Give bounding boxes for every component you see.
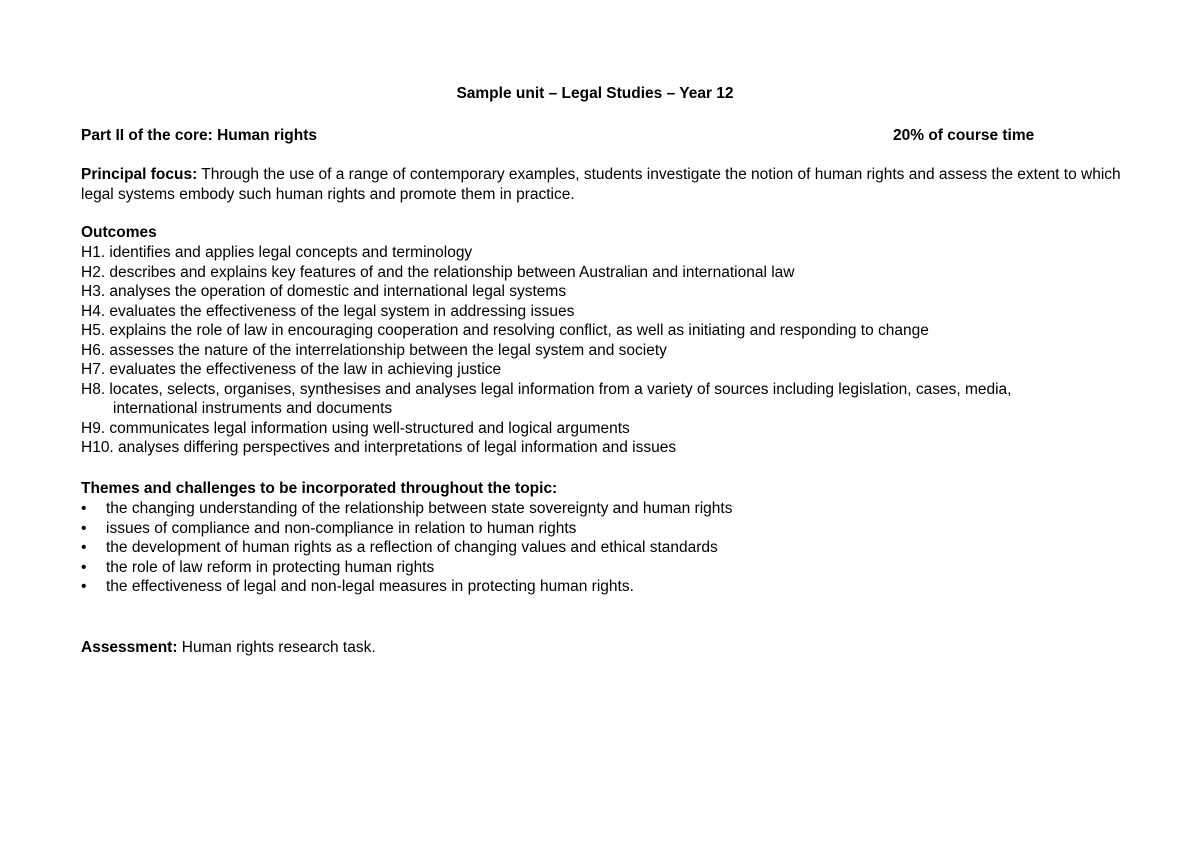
theme-item (81, 577, 1081, 597)
principal-focus-text: Through the use of a range of contemporary examples, students investigate the notion of human rights and assess the extent to which legal systems embody such human rights and promote them in practice. (81, 166, 1121, 203)
principal-focus-paragraph (81, 165, 1121, 204)
theme-text: the development of human rights as a reflection of changing values and ethical standards (106, 539, 718, 556)
outcome-item: H7. evaluates the effectiveness of the law in achieving justice (81, 361, 502, 378)
assessment-text: Human rights research task. (177, 639, 376, 656)
bullet-icon: • (81, 519, 87, 537)
theme-item (81, 538, 1081, 558)
outcome-item: H1. identifies and applies legal concepts and terminology (81, 244, 473, 261)
themes-heading: Themes and challenges to be incorporated throughout the topic: (81, 480, 558, 497)
bullet-icon: • (81, 558, 87, 576)
outcome-item: H5. explains the role of law in encouraging cooperation and resolving conflict, as well as initiating and responding to change (81, 322, 929, 339)
assessment-label: Assessment: (81, 639, 178, 656)
theme-text: the effectiveness of legal and non-legal measures in protecting human rights. (106, 578, 634, 595)
document-title: Sample unit – Legal Studies – Year 12 (456, 85, 734, 102)
outcome-item: H10. analyses differing perspectives and interpretations of legal information and issues (81, 439, 677, 456)
outcome-item: H6. assesses the nature of the interrelationship between the legal system and society (81, 341, 667, 359)
outcome-item: H8. locates, selects, organises, synthesises and analyses legal information from a variety of sources including legislation, cases, media, international instruments and documents (81, 380, 1012, 417)
theme-text: issues of compliance and non-compliance in relation to human rights (106, 519, 577, 537)
theme-item (81, 519, 1081, 539)
theme-item (81, 499, 1081, 519)
bullet-icon: • (81, 539, 87, 556)
theme-text: the changing understanding of the relationship between state sovereignty and human rights (106, 500, 733, 517)
outcome-item: H4. evaluates the effectiveness of the legal system in addressing issues (81, 302, 575, 320)
course-time: 20% of course time (893, 127, 1035, 144)
themes-list (81, 499, 1081, 597)
theme-item (81, 558, 1081, 578)
bullet-icon: • (81, 500, 87, 517)
outcomes-heading: Outcomes (81, 224, 157, 241)
part-label: Part II of the core: Human rights (81, 127, 317, 144)
outcome-item: H3. analyses the operation of domestic and international legal systems (81, 283, 567, 300)
outcomes-list (81, 243, 1081, 458)
theme-text: the role of law reform in protecting human rights (106, 558, 435, 576)
assessment-paragraph (81, 638, 376, 658)
part-header-row (81, 126, 1191, 146)
outcome-item: H2. describes and explains key features of and the relationship between Australian and international law (81, 263, 795, 281)
principal-focus-label: Principal focus: (81, 166, 198, 183)
outcome-item: H9. communicates legal information using well-structured and logical arguments (81, 419, 630, 437)
bullet-icon: • (81, 578, 87, 595)
